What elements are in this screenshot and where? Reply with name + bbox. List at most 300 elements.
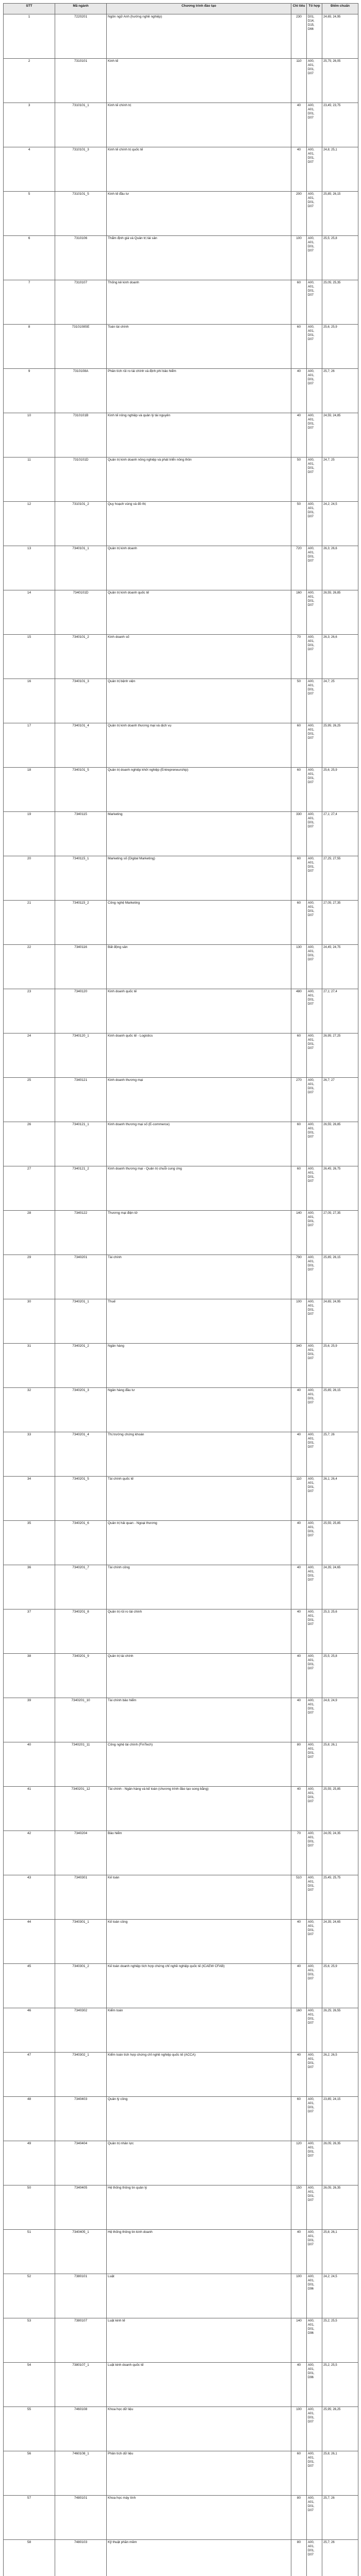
row-score: 26,7; 27 [322, 1078, 358, 1122]
row-stt: 45 [4, 1964, 55, 2008]
row-combo: A00, A01, D01, D07 [307, 1521, 322, 1565]
row-stt: 4 [4, 147, 55, 192]
row-combo: A00, A01, D01, D07 [307, 1122, 322, 1166]
row-quota: 60 [291, 1122, 307, 1166]
row-score: 26,05; 26,35 [322, 2185, 358, 2230]
row-quota: 70 [291, 635, 307, 679]
row-code: 7340301_1 [55, 1920, 107, 1964]
row-combo: A00, A01, D01, D07 [307, 1609, 322, 1654]
row-code: 7340115_2 [55, 901, 107, 945]
table-body [4, 14, 358, 2576]
table-row [4, 1166, 358, 1211]
row-code: 7340122 [55, 1211, 107, 1255]
row-code: 7480101 [55, 2496, 107, 2540]
row-program: Kế toán doanh nghiệp tích hợp chứng chỉ nghề nghiệp quốc tế (ICAEW CFAB) [107, 1964, 291, 2008]
row-code: 7310107 [55, 280, 107, 325]
row-quota: 40 [291, 1964, 307, 2008]
row-stt: 7 [4, 280, 55, 325]
row-score: 24,55; 24,85 [322, 413, 358, 457]
row-combo: A00, A01, D01, D07 [307, 723, 322, 768]
row-stt: 37 [4, 1609, 55, 1654]
row-quota: 80 [291, 1742, 307, 1787]
row-code: 7340201_7 [55, 1565, 107, 1609]
row-combo: A00, A01, D01, D07 [307, 635, 322, 679]
row-combo: A00, A01, D01, D07 [307, 2097, 322, 2141]
table-row [4, 989, 358, 1033]
row-stt: 31 [4, 1344, 55, 1388]
row-quota: 330 [291, 812, 307, 856]
row-quota: 110 [291, 1477, 307, 1521]
row-program: Quản trị bệnh viện [107, 679, 291, 723]
row-score: 26,55; 26,85 [322, 590, 358, 635]
row-stt: 44 [4, 1920, 55, 1964]
row-stt: 17 [4, 723, 55, 768]
row-code: 7340101_5 [55, 768, 107, 812]
row-score: 26,3; 26,6 [322, 546, 358, 590]
row-quota: 720 [291, 546, 307, 590]
table-row [4, 2496, 358, 2540]
row-quota: 50 [291, 679, 307, 723]
row-code: 7480103 [55, 2540, 107, 2576]
row-quota: 790 [291, 1255, 307, 1299]
table-row [4, 2274, 358, 2318]
row-combo: A00, A01, D01, D07 [307, 413, 322, 457]
row-quota: 140 [291, 2318, 307, 2363]
table-row [4, 502, 358, 546]
row-combo: A00, A01, D01, D96 [307, 2363, 322, 2407]
row-code: 7310101_2 [55, 502, 107, 546]
row-quota: 40 [291, 147, 307, 192]
table-row [4, 856, 358, 901]
table-row [4, 2540, 358, 2576]
table-row [4, 1078, 358, 1122]
header-score: Điểm chuẩn [322, 4, 358, 14]
row-score: 25,05; 25,35 [322, 280, 358, 325]
row-code: 7340301 [55, 1875, 107, 1920]
row-score: 27,1; 27,4 [322, 989, 358, 1033]
row-program: Quản trị doanh nghiệp khởi nghiệp (Entrepreneurship) [107, 768, 291, 812]
row-program: Luật kinh tế [107, 2318, 291, 2363]
row-stt: 11 [4, 457, 55, 502]
row-program: Thương mại điện tử [107, 1211, 291, 1255]
row-stt: 14 [4, 590, 55, 635]
row-score: 23,45; 23,75 [322, 103, 358, 147]
row-code: 7340115 [55, 812, 107, 856]
row-code: 7340201_4 [55, 1432, 107, 1477]
row-score: 24,2; 24,5 [322, 502, 358, 546]
row-program: Kế toán [107, 1875, 291, 1920]
row-combo: A00, A01, D01, D07 [307, 2451, 322, 2496]
row-stt: 41 [4, 1787, 55, 1831]
table-row [4, 2141, 358, 2185]
row-stt: 46 [4, 2008, 55, 2053]
header-program: Chương trình đào tạo [107, 4, 291, 14]
row-code: 7340201_1 [55, 1299, 107, 1344]
row-stt: 19 [4, 812, 55, 856]
row-program: Kinh doanh quốc tế [107, 989, 291, 1033]
row-combo: A00, A01, D01, D07 [307, 1388, 322, 1432]
row-stt: 27 [4, 1166, 55, 1211]
row-program: Tài chính quốc tế [107, 1477, 291, 1521]
row-combo: A00, A01, D01, D07 [307, 59, 322, 103]
table-row [4, 59, 358, 103]
row-stt: 38 [4, 1654, 55, 1698]
row-stt: 53 [4, 2318, 55, 2363]
row-code: 7310106 [55, 236, 107, 280]
row-stt: 26 [4, 1122, 55, 1166]
row-combo: A00, A01, D01, D07 [307, 989, 322, 1033]
row-code: 7340115_1 [55, 856, 107, 901]
row-code: 7340201_10 [55, 1698, 107, 1742]
row-stt: 22 [4, 945, 55, 989]
row-stt: 10 [4, 413, 55, 457]
table-row [4, 1432, 358, 1477]
row-score: 25,85; 26,15 [322, 1388, 358, 1432]
row-combo: A00, A01, D01, D07 [307, 1432, 322, 1477]
row-combo: A00, A01, D01, D07 [307, 1964, 322, 2008]
row-program: Kinh tế nông nghiệp và quản lý tài nguyên [107, 413, 291, 457]
row-quota: 60 [291, 2097, 307, 2141]
row-program: Quản trị hải quan - Ngoại thương [107, 1521, 291, 1565]
row-score: 25,7; 26 [322, 1432, 358, 1477]
row-quota: 60 [291, 723, 307, 768]
row-score: 25,5; 25,8 [322, 1654, 358, 1698]
table-row [4, 103, 358, 147]
table-row [4, 679, 358, 723]
table-row [4, 1831, 358, 1875]
row-program: Ngân hàng đầu tư [107, 1388, 291, 1432]
row-stt: 12 [4, 502, 55, 546]
table-row [4, 1654, 358, 1698]
row-program: Hệ thống thông tin quản lý [107, 2185, 291, 2230]
table-row [4, 369, 358, 413]
row-quota: 480 [291, 989, 307, 1033]
row-combo: A00, A01, D01, D07 [307, 2540, 322, 2576]
table-row [4, 2230, 358, 2274]
row-code: 7460108 [55, 2407, 107, 2451]
row-combo: A00, A01, D01, D07 [307, 1742, 322, 1787]
row-score: 25,7; 26 [322, 369, 358, 413]
row-stt: 48 [4, 2097, 55, 2141]
row-code: 7310101_1 [55, 103, 107, 147]
row-code: 7340201_9 [55, 1654, 107, 1698]
row-quota: 100 [291, 1299, 307, 1344]
row-code: 7340101D [55, 590, 107, 635]
table-row [4, 1033, 358, 1078]
row-score: 25,8; 26,1 [322, 1742, 358, 1787]
table-row [4, 2451, 358, 2496]
row-code: 7340121_2 [55, 1166, 107, 1211]
table-row [4, 192, 358, 236]
row-quota: 340 [291, 1344, 307, 1388]
row-score: 24,35; 24,65 [322, 1920, 358, 1964]
table-row [4, 1211, 358, 1255]
row-program: Luật kinh doanh quốc tế [107, 2363, 291, 2407]
table-row [4, 2407, 358, 2451]
row-score: 24,65; 24,95 [322, 14, 358, 59]
row-combo: A00, A01, D01, D07 [307, 1654, 322, 1698]
row-program: Kinh tế chính trị quốc tế [107, 147, 291, 192]
row-stt: 13 [4, 546, 55, 590]
row-combo: A00, A01, D01, D07 [307, 192, 322, 236]
row-quota: 40 [291, 1920, 307, 1964]
row-combo: A00, A01, D01, D07 [307, 457, 322, 502]
row-quota: 80 [291, 2496, 307, 2540]
row-score: 25,8; 26,1 [322, 2451, 358, 2496]
row-combo: A00, A01, D01, D07 [307, 1831, 322, 1875]
row-combo: A00, A01, D01, D07 [307, 590, 322, 635]
row-code: 7340302_1 [55, 2053, 107, 2097]
row-program: Toán tài chính [107, 325, 291, 369]
row-quota: 40 [291, 2053, 307, 2097]
table-row [4, 1299, 358, 1344]
row-program: Khoa học máy tính [107, 2496, 291, 2540]
table-row [4, 901, 358, 945]
row-score: 24,05; 24,35 [322, 1831, 358, 1875]
row-code: 7310101_3 [55, 147, 107, 192]
row-combo: A00, A01, D01, D07 [307, 2407, 322, 2451]
row-code: 7380107_1 [55, 2363, 107, 2407]
row-program: Kinh doanh thương mại số (E-commerce) [107, 1122, 291, 1166]
row-score: 27,05; 27,35 [322, 901, 358, 945]
row-score: 25,95; 26,25 [322, 723, 358, 768]
row-score: 26,1; 26,4 [322, 1477, 358, 1521]
table-row [4, 1565, 358, 1609]
row-quota: 100 [291, 236, 307, 280]
row-score: 25,75; 26,05 [322, 59, 358, 103]
row-combo: A00, A01, D01, D07 [307, 679, 322, 723]
table-row [4, 768, 358, 812]
row-program: Kiểm toán [107, 2008, 291, 2053]
row-stt: 52 [4, 2274, 55, 2318]
row-stt: 30 [4, 1299, 55, 1344]
row-program: Quản trị kinh doanh quốc tế [107, 590, 291, 635]
row-combo: A00, A01, D01, D07 [307, 856, 322, 901]
row-score: 24,2; 24,5 [322, 2274, 358, 2318]
row-quota: 40 [291, 1388, 307, 1432]
row-stt: 1 [4, 14, 55, 59]
row-program: Kỹ thuật phần mềm [107, 2540, 291, 2576]
row-quota: 200 [291, 192, 307, 236]
row-score: 25,55; 25,85 [322, 1787, 358, 1831]
row-score: 26,45; 26,75 [322, 1166, 358, 1211]
row-stt: 51 [4, 2230, 55, 2274]
row-stt: 16 [4, 679, 55, 723]
table-row [4, 413, 358, 457]
row-quota: 70 [291, 1831, 307, 1875]
row-program: Khoa học dữ liệu [107, 2407, 291, 2451]
row-program: Kinh tế chính trị [107, 103, 291, 147]
table-row [4, 812, 358, 856]
row-program: Quản trị kinh doanh thương mại và dịch vụ [107, 723, 291, 768]
table-row [4, 546, 358, 590]
row-code: 7340201_11 [55, 1742, 107, 1787]
row-stt: 58 [4, 2540, 55, 2576]
row-score: 26,55; 26,85 [322, 1122, 358, 1166]
row-score: 26,05; 26,35 [322, 2141, 358, 2185]
table-row [4, 1875, 358, 1920]
row-combo: A00, A01, D01, D07 [307, 502, 322, 546]
row-code: 7340101_3 [55, 679, 107, 723]
row-program: Quản lý công [107, 2097, 291, 2141]
table-row [4, 14, 358, 59]
table-row [4, 2318, 358, 2363]
row-combo: A00, A01, D01, D07 [307, 901, 322, 945]
row-program: Tài chính - Ngân hàng và kế toán (chương trình đào tạo song bằng) [107, 1787, 291, 1831]
row-program: Luật [107, 2274, 291, 2318]
row-score: 25,2; 25,5 [322, 2318, 358, 2363]
row-combo: A00, A01, D01, D07 [307, 1920, 322, 1964]
table-row [4, 1255, 358, 1299]
row-quota: 40 [291, 1787, 307, 1831]
row-program: Marketing [107, 812, 291, 856]
row-combo: A00, A01, D01, D07 [307, 945, 322, 989]
table-row [4, 723, 358, 768]
row-program: Ngôn ngữ Anh (hướng nghề nghiệp) [107, 14, 291, 59]
row-score: 24,35; 24,65 [322, 1565, 358, 1609]
table-header-row [4, 4, 358, 14]
row-code: 7340201_12 [55, 1787, 107, 1831]
table-row [4, 1521, 358, 1565]
row-stt: 29 [4, 1255, 55, 1299]
row-code: 7340201 [55, 1255, 107, 1299]
row-stt: 28 [4, 1211, 55, 1255]
row-combo: A00, A01, D01, D07 [307, 2230, 322, 2274]
row-quota: 60 [291, 325, 307, 369]
row-program: Marketing số (Digital Marketing) [107, 856, 291, 901]
row-quota: 270 [291, 1078, 307, 1122]
row-score: 25,7; 26 [322, 2496, 358, 2540]
table-row [4, 2185, 358, 2230]
row-stt: 57 [4, 2496, 55, 2540]
row-combo: A00, A01, D01, D07 [307, 2141, 322, 2185]
row-score: 25,45; 25,75 [322, 1875, 358, 1920]
row-program: Kinh tế đầu tư [107, 192, 291, 236]
row-quota: 40 [291, 1654, 307, 1698]
header-code: Mã ngành [55, 4, 107, 14]
row-program: Công nghệ tài chính (FinTech) [107, 1742, 291, 1787]
row-program: Quy hoạch vùng và đô thị [107, 502, 291, 546]
row-quota: 40 [291, 2363, 307, 2407]
row-combo: A00, A01, D01, D07 [307, 1255, 322, 1299]
row-combo: A00, A01, D01, D07 [307, 2053, 322, 2097]
row-combo: A00, A01, D01, D96 [307, 2318, 322, 2363]
row-code: 7340403 [55, 2097, 107, 2141]
row-quota: 50 [291, 502, 307, 546]
table-row [4, 147, 358, 192]
row-combo: A00, A01, D01, D07 [307, 1565, 322, 1609]
row-combo: A00, A01, D01, D07 [307, 812, 322, 856]
row-score: 27,1; 27,4 [322, 812, 358, 856]
row-stt: 49 [4, 2141, 55, 2185]
row-code: 7310101 [55, 59, 107, 103]
row-code: 7340101_1 [55, 546, 107, 590]
row-quota: 60 [291, 768, 307, 812]
row-code: 7340201_2 [55, 1344, 107, 1388]
row-program: Quản trị nhân lực [107, 2141, 291, 2185]
row-combo: A00, A01, D01, D07 [307, 2008, 322, 2053]
admission-table [3, 3, 358, 2576]
row-program: Quản trị rủi ro tài chính [107, 1609, 291, 1654]
row-stt: 24 [4, 1033, 55, 1078]
row-program: Công nghệ Marketing [107, 901, 291, 945]
row-code: 7340121 [55, 1078, 107, 1122]
row-quota: 130 [291, 945, 307, 989]
table-row [4, 1698, 358, 1742]
row-stt: 32 [4, 1388, 55, 1432]
row-quota: 40 [291, 1432, 307, 1477]
row-score: 24,8; 25,1 [322, 147, 358, 192]
row-code: 7380101 [55, 2274, 107, 2318]
row-stt: 23 [4, 989, 55, 1033]
row-stt: 54 [4, 2363, 55, 2407]
row-quota: 230 [291, 14, 307, 59]
row-stt: 40 [4, 1742, 55, 1787]
row-quota: 40 [291, 2230, 307, 2274]
row-stt: 39 [4, 1698, 55, 1742]
row-program: Kinh doanh quốc tế - Logistics [107, 1033, 291, 1078]
row-combo: A00, A01, D01, D07 [307, 1477, 322, 1521]
row-combo: A00, A01, D01, D07 [307, 280, 322, 325]
table-row [4, 2008, 358, 2053]
row-program: Bất động sản [107, 945, 291, 989]
row-combo: A00, A01, D01, D07 [307, 103, 322, 147]
header-combo: Tổ hợp [307, 4, 322, 14]
row-score: 25,6; 25,9 [322, 1964, 358, 2008]
row-stt: 8 [4, 325, 55, 369]
row-quota: 40 [291, 1609, 307, 1654]
row-stt: 47 [4, 2053, 55, 2097]
row-quota: 100 [291, 2407, 307, 2451]
row-program: Kinh tế [107, 59, 291, 103]
table-row [4, 635, 358, 679]
row-quota: 60 [291, 280, 307, 325]
row-program: Quản trị tài chính [107, 1654, 291, 1698]
table-row [4, 280, 358, 325]
table-row [4, 1742, 358, 1787]
table-row [4, 1477, 358, 1521]
row-program: Kiểm toán tích hợp chứng chỉ nghề nghiệp quốc tế (ACCA) [107, 2053, 291, 2097]
row-score: 25,6; 25,9 [322, 325, 358, 369]
row-code: 7340120_1 [55, 1033, 107, 1078]
row-program: Phân tích rủi ro tài chính và định phí bảo hiểm [107, 369, 291, 413]
table-row [4, 2097, 358, 2141]
row-combo: A00, A01, D01, D96 [307, 2274, 322, 2318]
row-program: Kinh doanh số [107, 635, 291, 679]
row-stt: 34 [4, 1477, 55, 1521]
row-quota: 40 [291, 1698, 307, 1742]
row-quota: 510 [291, 1875, 307, 1920]
row-score: 25,3; 25,6 [322, 1609, 358, 1654]
row-quota: 40 [291, 103, 307, 147]
row-quota: 40 [291, 413, 307, 457]
row-stt: 15 [4, 635, 55, 679]
row-score: 24,6; 24,9 [322, 1698, 358, 1742]
row-program: Tài chính [107, 1255, 291, 1299]
row-code: 7310101_5 [55, 192, 107, 236]
row-score: 25,6; 25,9 [322, 768, 358, 812]
row-score: 25,85; 26,15 [322, 1255, 358, 1299]
row-score: 25,5; 25,8 [322, 236, 358, 280]
table-row [4, 325, 358, 369]
row-code: 7340101_4 [55, 723, 107, 768]
header-quota: Chỉ tiêu [291, 4, 307, 14]
row-combo: A00, A01, D01, D07 [307, 1211, 322, 1255]
row-program: Thị trường chứng khoán [107, 1432, 291, 1477]
row-score: 24,45; 24,75 [322, 945, 358, 989]
row-program: Hệ thống thông tin kinh doanh [107, 2230, 291, 2274]
row-quota: 160 [291, 590, 307, 635]
